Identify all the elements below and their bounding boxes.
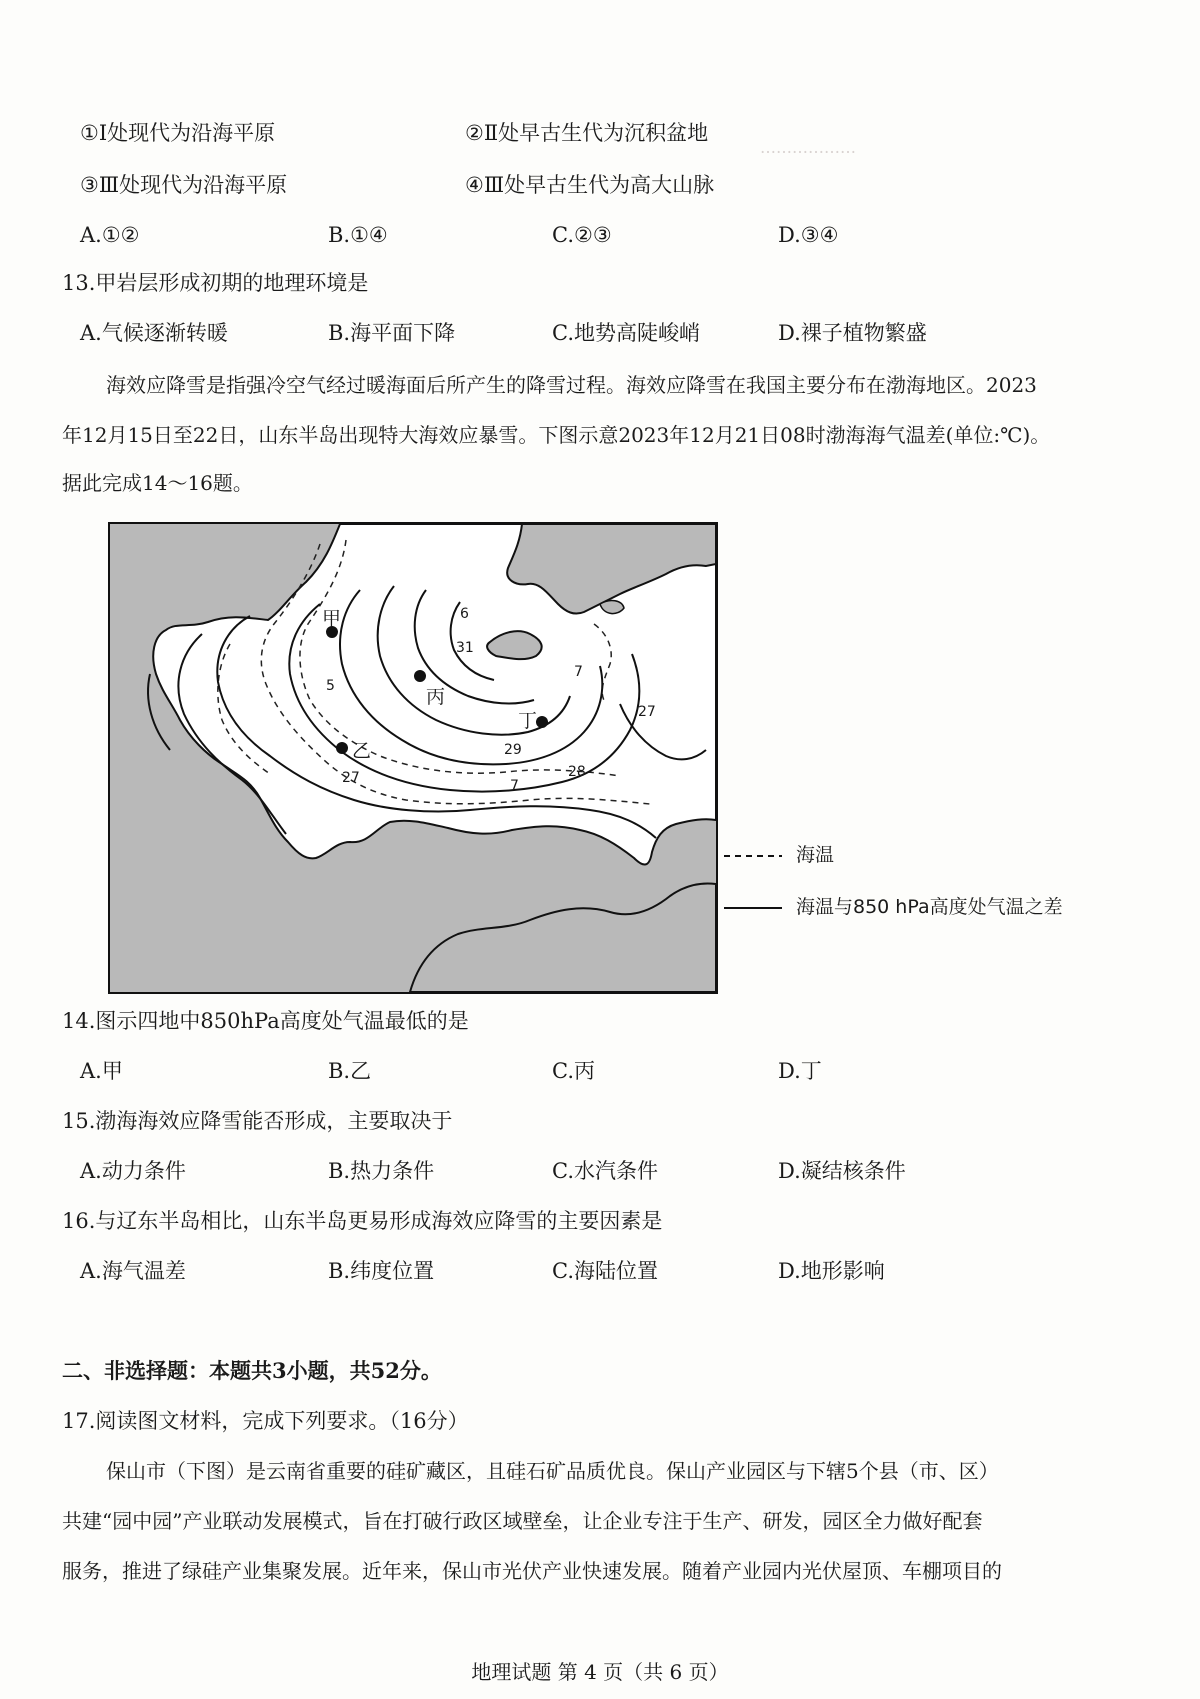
q15-choice-c: C.水汽条件	[552, 1159, 658, 1183]
contour-label: 6	[460, 606, 469, 622]
q12-option-1: ①Ⅰ处现代为沿海平原	[80, 121, 276, 145]
q12-choice-d: D.③④	[778, 223, 839, 247]
q12-option-2: ②Ⅱ处早古生代为沉积盆地	[465, 121, 709, 145]
q16-choice-a: A.海气温差	[80, 1259, 186, 1283]
q16-stem: 16.与辽东半岛相比，山东半岛更易形成海效应降雪的主要因素是	[62, 1209, 663, 1233]
map-svg	[110, 524, 716, 992]
contour-label: 27	[342, 770, 360, 786]
legend-sea-temperature	[724, 842, 834, 868]
contour-label: 29	[504, 742, 522, 758]
q15-choice-a: A.动力条件	[80, 1159, 186, 1183]
intro-line-3: 据此完成14～16题。	[62, 471, 253, 495]
q13-choice-a: A.气候逐渐转暖	[80, 321, 228, 345]
legend-label: 海温与850 hPa高度处气温之差	[796, 896, 1063, 918]
q15-stem: 15.渤海海效应降雪能否形成，主要取决于	[62, 1109, 453, 1133]
dashed-line-icon	[724, 854, 782, 858]
contour-label: 31	[456, 640, 474, 656]
q12-choice-c: C.②③	[552, 223, 612, 247]
q12-choice-b: B.①④	[328, 223, 388, 247]
section-heading: 二、非选择题：本题共3小题，共52分。	[62, 1358, 442, 1383]
q16-choice-c: C.海陆位置	[552, 1259, 658, 1283]
contour-label: 28	[568, 764, 586, 780]
point-label-yi: 乙	[352, 740, 372, 762]
legend-temperature-difference	[724, 894, 1063, 920]
q12-choice-a: A.①②	[80, 223, 140, 247]
q14-choice-d: D.丁	[778, 1059, 822, 1083]
q16-choice-d: D.地形影响	[778, 1259, 885, 1283]
q16-choice-b: B.纬度位置	[328, 1259, 435, 1283]
point-label-jia: 甲	[322, 608, 342, 630]
q17-material-line-2: 共建“园中园”产业联动发展模式，旨在打破行政区域壁垒，让企业专注于生产、研发，园区全力做好配套	[62, 1509, 983, 1533]
q14-choice-b: B.乙	[328, 1059, 372, 1083]
q13-choice-c: C.地势高陡峻峭	[552, 321, 700, 345]
q17-material-line-3: 服务，推进了绿硅产业集聚发展。近年来，保山市光伏产业快速发展。随着产业园内光伏屋顶、车棚项目的	[62, 1559, 1002, 1583]
q17-material-line-1: 保山市（下图）是云南省重要的硅矿藏区，且硅石矿品质优良。保山产业园区与下辖5个县（市、区）	[106, 1459, 999, 1483]
q13-stem: 13.甲岩层形成初期的地理环境是	[62, 271, 369, 295]
q15-choice-b: B.热力条件	[328, 1159, 435, 1183]
intro-line-1: 海效应降雪是指强冷空气经过暖海面后所产生的降雪过程。海效应降雪在我国主要分布在渤海地区。2023	[106, 373, 1037, 397]
q17-stem: 17.阅读图文材料，完成下列要求。（16分）	[62, 1409, 469, 1433]
legend-label: 海温	[796, 844, 835, 866]
solid-line-icon	[724, 906, 782, 910]
q13-choice-d: D.裸子植物繁盛	[778, 321, 927, 345]
q14-choice-c: C.丙	[552, 1059, 595, 1083]
shandong-land	[410, 884, 716, 993]
q14-choice-a: A.甲	[80, 1059, 123, 1083]
q12-option-3: ③Ⅲ处现代为沿海平原	[80, 173, 288, 197]
contour-label: 7	[574, 664, 583, 680]
q14-stem: 14.图示四地中850hPa高度处气温最低的是	[62, 1009, 469, 1033]
contour-label: 27	[638, 704, 656, 720]
contour-label: 7	[510, 778, 519, 794]
q15-choice-d: D.凝结核条件	[778, 1159, 906, 1183]
intro-line-2: 年12月15日至22日，山东半岛出现特大海效应暴雪。下图示意2023年12月21日08时渤海海气温差(单位:℃)。	[62, 423, 1051, 447]
q13-choice-b: B.海平面下降	[328, 321, 456, 345]
page-footer: 地理试题 第 4 页（共 6 页）	[471, 1660, 729, 1684]
bleed-through: ………………	[760, 138, 856, 157]
bohai-sea-air-temperature-map	[108, 522, 718, 994]
point-label-ding: 丁	[518, 710, 538, 732]
point-label-bing: 丙	[426, 686, 446, 708]
contour-label: 5	[326, 678, 335, 694]
q12-option-4: ④Ⅲ处早古生代为高大山脉	[465, 173, 715, 197]
